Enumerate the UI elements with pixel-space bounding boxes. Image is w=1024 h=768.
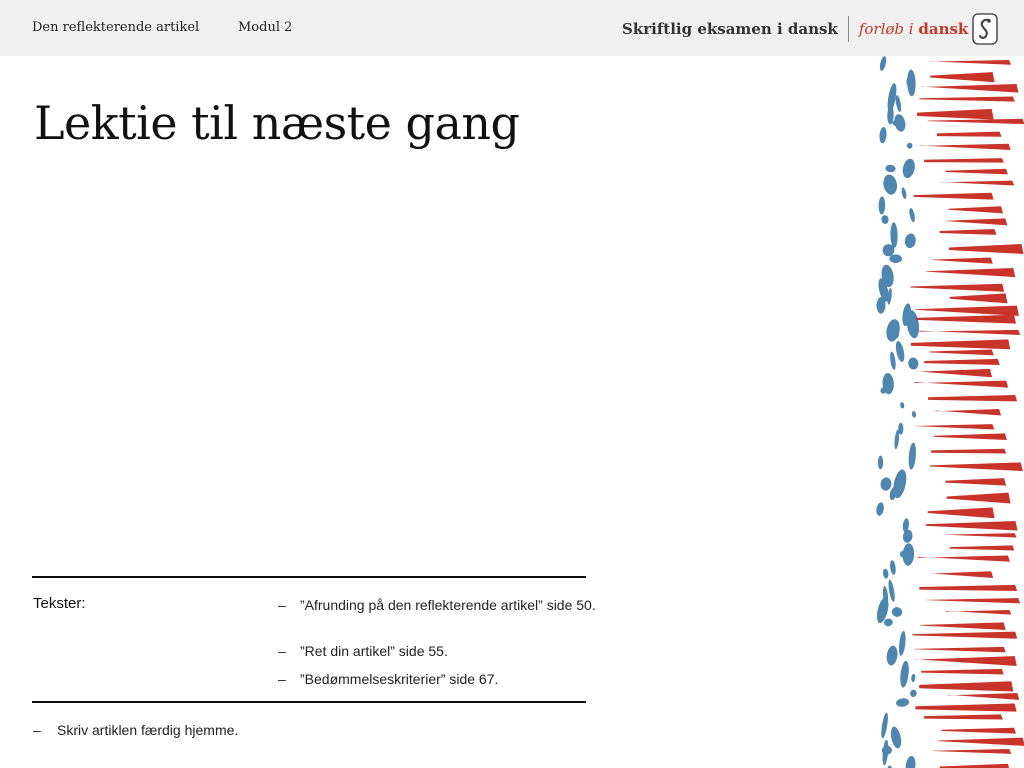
red-brushstroke xyxy=(934,433,1007,440)
red-brushstroke xyxy=(919,585,1017,591)
red-brushstroke xyxy=(947,493,1011,504)
blue-brushstroke xyxy=(878,456,883,470)
list-item-text: ”Bedømmelseskriterier” side 67. xyxy=(300,671,499,687)
blue-brushstroke xyxy=(875,502,884,517)
brand-sub-bold: dansk xyxy=(918,20,969,38)
blue-brushstroke xyxy=(885,164,896,172)
red-brushstroke xyxy=(945,478,1006,485)
top-rule xyxy=(32,576,586,578)
blue-brushstroke xyxy=(887,579,896,602)
list-item xyxy=(278,670,598,689)
blue-brushstroke xyxy=(881,215,889,224)
blue-brushstroke xyxy=(889,254,902,263)
red-brushstroke xyxy=(931,449,1006,454)
red-brushstroke xyxy=(916,315,1016,324)
red-brushstroke xyxy=(928,507,995,518)
homework-dash: – xyxy=(33,722,41,738)
brand-main: Skriftlig eksamen i dansk xyxy=(622,20,838,38)
red-brushstroke xyxy=(917,109,994,120)
blue-brushstroke xyxy=(907,357,919,370)
red-brushstroke xyxy=(950,293,1008,303)
blue-brushstroke xyxy=(902,529,914,543)
blue-brushstroke xyxy=(882,173,899,195)
red-brushstroke xyxy=(945,169,1008,175)
red-brushstroke xyxy=(913,424,994,429)
list-dash: – xyxy=(278,643,286,659)
red-brushstroke xyxy=(921,669,1004,675)
red-brushstroke xyxy=(910,284,1004,292)
blue-brushstroke xyxy=(880,477,893,492)
red-brushstroke xyxy=(937,132,1002,137)
texts-label: Tekster: xyxy=(33,595,86,612)
homework-text: Skriv artiklen færdig hjemme. xyxy=(57,722,239,738)
red-brushstroke xyxy=(926,521,1018,530)
brand xyxy=(622,16,968,42)
list-item xyxy=(278,596,598,615)
red-brushstroke xyxy=(931,571,994,578)
blue-brushstroke xyxy=(889,351,896,370)
red-brushstroke xyxy=(930,60,1011,65)
blue-brushstroke xyxy=(879,56,888,71)
brand-sub xyxy=(859,20,968,38)
blue-brushstroke xyxy=(908,442,917,470)
red-brushstroke xyxy=(932,257,993,263)
blue-brushstroke xyxy=(883,618,893,627)
blue-brushstroke xyxy=(878,196,885,214)
red-brushstroke xyxy=(936,409,1002,416)
red-brushstroke xyxy=(919,681,1013,691)
blue-brushstroke xyxy=(894,340,906,362)
blue-brushstroke xyxy=(880,712,889,739)
red-brushstroke xyxy=(911,339,1010,349)
list-dash: – xyxy=(278,671,286,687)
red-brushstroke xyxy=(946,610,1012,615)
header-bar xyxy=(0,0,1024,56)
blue-brushstroke xyxy=(901,187,907,199)
blue-brushstroke xyxy=(906,142,913,149)
red-brushstroke xyxy=(942,728,1016,734)
red-brushstroke xyxy=(940,181,1014,186)
blue-brushstroke xyxy=(904,233,917,249)
red-brushstroke xyxy=(950,545,1015,550)
blue-brushstroke xyxy=(895,697,909,707)
blue-brushstroke xyxy=(900,402,905,409)
red-brushstroke xyxy=(917,369,992,377)
red-brushstroke xyxy=(914,193,994,200)
list-item xyxy=(278,642,598,661)
blue-brushstroke xyxy=(879,127,887,144)
red-brushstroke xyxy=(930,72,994,82)
red-brushstroke xyxy=(932,749,1011,754)
homework-note xyxy=(33,722,238,738)
red-brushstroke xyxy=(926,598,1020,603)
red-brushstroke xyxy=(919,144,1010,150)
red-brushstroke xyxy=(945,533,1016,537)
red-brushstroke xyxy=(949,244,1024,254)
red-brushstroke xyxy=(940,764,1010,768)
red-brushstroke xyxy=(928,119,1024,124)
red-brushstroke xyxy=(924,714,1003,719)
brand-divider xyxy=(848,16,849,42)
red-brushstroke xyxy=(915,703,1016,711)
red-brushstroke xyxy=(940,229,997,235)
red-brushstroke xyxy=(914,381,1008,388)
blue-brushstroke xyxy=(901,158,917,180)
slide-title: Lektie til næste gang xyxy=(34,96,520,150)
blue-brushstroke xyxy=(889,560,896,575)
red-brushstroke xyxy=(915,306,1019,316)
red-brushstroke xyxy=(926,268,1016,277)
red-brushstroke xyxy=(924,359,1000,365)
blue-brushstroke xyxy=(898,631,907,657)
red-brushstroke xyxy=(919,330,1020,335)
blue-brushstroke xyxy=(882,568,889,579)
header-left-title: Den reflekterende artikel xyxy=(32,20,200,35)
blue-brushstroke xyxy=(891,606,903,618)
decorative-brushstrokes xyxy=(872,56,1024,768)
red-brushstroke xyxy=(948,693,1019,700)
red-brushstroke xyxy=(919,96,1014,101)
blue-brushstroke xyxy=(910,689,918,697)
blue-brushstroke xyxy=(889,726,903,750)
red-brushstroke xyxy=(938,738,1024,746)
blue-brushstroke xyxy=(908,208,916,223)
red-brushstroke xyxy=(928,395,1017,401)
blue-brushstroke xyxy=(890,222,898,248)
blue-brushstroke xyxy=(911,411,916,418)
list-dash: – xyxy=(278,597,286,613)
header-module: Modul 2 xyxy=(238,20,293,35)
red-brushstroke xyxy=(924,158,1004,163)
red-brushstroke xyxy=(912,632,1017,639)
list-item-text: ”Afrunding på den reflekterende artikel” side 50. xyxy=(300,597,596,613)
blue-brushstroke xyxy=(899,660,910,688)
red-brushstroke xyxy=(921,84,1018,93)
list-item-text: ”Ret din artikel” side 55. xyxy=(300,643,448,659)
red-brushstroke xyxy=(930,462,1023,471)
red-brushstroke xyxy=(918,556,1010,562)
publisher-logo-icon xyxy=(972,13,998,45)
blue-brushstroke xyxy=(886,645,899,666)
red-brushstroke xyxy=(944,218,1008,225)
red-brushstroke xyxy=(915,656,1017,666)
blue-brushstroke xyxy=(905,755,917,768)
brand-sub-italic: forløb i xyxy=(858,20,914,38)
blue-brushstroke xyxy=(911,674,916,683)
red-brushstroke xyxy=(930,349,994,355)
bottom-rule xyxy=(32,701,586,703)
red-brushstroke xyxy=(914,647,1006,653)
red-brushstroke xyxy=(920,622,1006,630)
red-brushstroke xyxy=(948,206,1003,213)
